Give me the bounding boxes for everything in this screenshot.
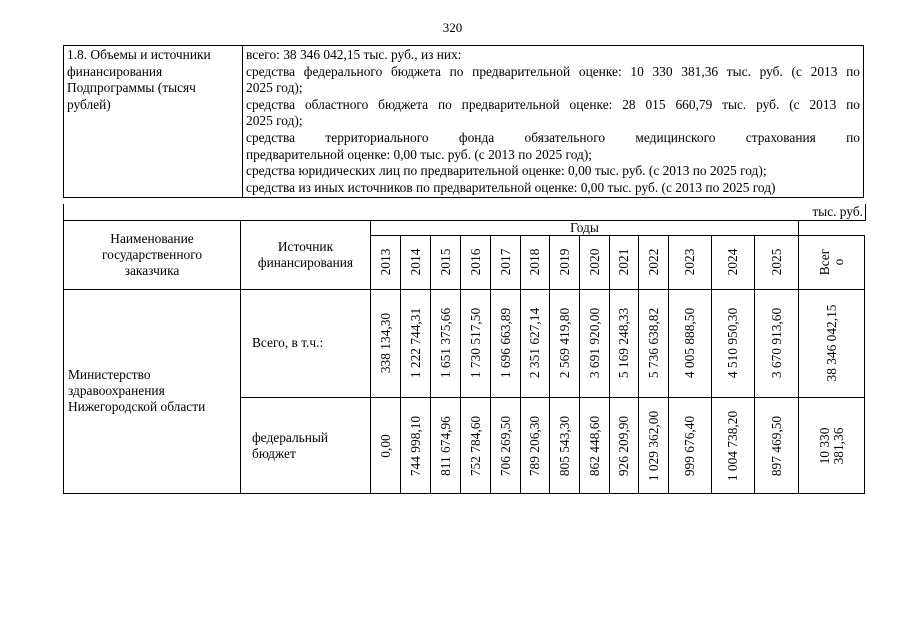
year-header-2021	[610, 236, 639, 289]
year-label: 2016	[467, 248, 483, 276]
value-text: 338 134,30	[377, 313, 393, 374]
value-cell	[461, 289, 491, 398]
value-cell	[712, 398, 755, 494]
source-federal-label	[241, 398, 371, 494]
total-value-cell	[799, 398, 865, 494]
year-label: 2018	[527, 248, 542, 276]
regional-funding-line-cont: 2025 год);	[246, 113, 303, 129]
year-header-2022	[639, 236, 669, 289]
year-header-2023	[669, 236, 712, 289]
value-cell	[669, 398, 712, 494]
year-header-2017	[491, 236, 521, 289]
year-header-2016	[461, 236, 491, 289]
year-header-2018	[521, 236, 550, 289]
value-cell	[491, 289, 521, 398]
year-header-2015	[431, 236, 461, 289]
customer-header-line: заказчика	[124, 262, 180, 278]
year-header-2024	[712, 236, 755, 289]
year-label: 2023	[682, 248, 697, 276]
value-text: 752 784,60	[467, 415, 483, 476]
unit-row	[63, 204, 866, 221]
value-text: 3 670 913,60	[768, 308, 784, 379]
value-text: 0,00	[377, 433, 393, 458]
year-label: 2017	[497, 248, 513, 276]
section-label-line: рублей)	[67, 96, 111, 112]
value-text: 862 448,60	[586, 415, 602, 476]
financing-table	[63, 220, 865, 494]
year-label: 2020	[586, 248, 602, 276]
value-text: 1 029 362,00	[645, 410, 661, 481]
value-text: 2 569 419,80	[556, 308, 572, 379]
value-cell	[550, 289, 580, 398]
total-value-line: 381,36	[830, 427, 846, 465]
year-header-2014	[401, 236, 431, 289]
value-cell	[491, 398, 521, 494]
year-label: 2013	[377, 248, 393, 276]
total-header-label	[818, 249, 846, 275]
value-cell	[431, 289, 461, 398]
source-federal-line: федеральный	[252, 429, 329, 445]
section-label-line: Подпрограммы (тысяч	[67, 80, 196, 96]
year-header-2013	[371, 236, 401, 289]
tfoms-funding-line: средства территориального фонда обязательного медицинского страхования по	[246, 129, 860, 145]
value-text: 5 169 248,33	[616, 308, 631, 379]
source-federal-line: бюджет	[252, 445, 296, 461]
value-cell	[639, 398, 669, 494]
year-header-2019	[550, 236, 580, 289]
value-cell	[755, 289, 799, 398]
year-header-2020	[580, 236, 610, 289]
year-label: 2025	[768, 248, 784, 276]
customer-name-line: Министерство	[68, 367, 151, 383]
year-header-2025	[755, 236, 799, 289]
value-text: 3 691 920,00	[586, 308, 602, 379]
value-cell	[639, 289, 669, 398]
value-text: 1 730 517,50	[467, 308, 483, 379]
value-cell	[610, 289, 639, 398]
tfoms-funding-line-cont: предварительной оценке: 0,00 тыс. руб. (с 2013 по 2025 год);	[246, 146, 592, 162]
value-cell	[461, 398, 491, 494]
unit-label: тыс. руб.	[812, 204, 863, 219]
value-text: 897 469,50	[768, 415, 784, 476]
total-value-text	[818, 427, 846, 464]
value-text: 5 736 638,82	[645, 308, 661, 379]
section-label-line: финансирования	[67, 63, 163, 79]
source-header-line: финансирования	[257, 254, 354, 270]
year-label: 2021	[616, 248, 631, 276]
value-cell	[401, 289, 431, 398]
legal-entities-funding-line: средства юридических лиц по предварительной оценке: 0,00 тыс. руб. (с 2013 по 2025 год);	[246, 163, 767, 179]
value-cell	[521, 398, 550, 494]
funding-total-line: всего: 38 346 042,15 тыс. руб., из них:	[246, 47, 462, 62]
value-text: 744 998,10	[407, 415, 423, 476]
value-text: 789 206,30	[527, 415, 542, 476]
value-cell	[431, 398, 461, 494]
source-header	[241, 221, 371, 290]
source-total-label: Всего, в т.ч.:	[241, 289, 371, 398]
value-cell	[401, 398, 431, 494]
total-header-line: о	[830, 258, 846, 266]
section-label-line: 1.8. Объемы и источники	[67, 47, 211, 62]
years-header: Годы	[371, 221, 799, 236]
value-text: 4 005 888,50	[682, 308, 697, 379]
year-label: 2024	[725, 248, 740, 276]
federal-funding-line: средства федерального бюджета по предварительной оценке: 10 330 381,36 тыс. руб. (с 2013 по	[246, 63, 860, 79]
value-cell	[755, 398, 799, 494]
value-cell	[580, 398, 610, 494]
value-cell	[371, 398, 401, 494]
value-text: 811 674,96	[437, 415, 453, 476]
value-text: 1 696 663,89	[497, 308, 513, 379]
value-cell	[550, 398, 580, 494]
value-cell	[371, 289, 401, 398]
total-value-text: 38 346 042,15	[823, 304, 839, 382]
value-text: 706 269,50	[497, 415, 513, 476]
customer-name-line: здравоохранения	[68, 383, 165, 399]
value-text: 4 510 950,30	[725, 308, 740, 379]
value-cell	[712, 289, 755, 398]
value-text: 1 222 744,31	[407, 308, 423, 379]
total-header-line: Всег	[816, 249, 832, 276]
regional-funding-line: средства областного бюджета по предварительной оценке: 28 015 660,79 тыс. руб. (с 2013 по	[246, 96, 860, 112]
value-text: 2 351 627,14	[527, 308, 542, 379]
total-value-cell	[799, 289, 865, 398]
year-label: 2015	[437, 248, 453, 276]
total-header	[799, 236, 865, 289]
value-text: 926 209,90	[616, 415, 631, 476]
other-sources-funding-line: средства из иных источников по предварительной оценке: 0,00 тыс. руб. (с 2013 по 2025 год)	[246, 179, 776, 195]
section-table	[63, 45, 864, 198]
value-text: 1 651 375,66	[437, 308, 453, 379]
value-cell	[669, 289, 712, 398]
value-text: 1 004 738,20	[725, 410, 740, 481]
customer-header-line: государственного	[101, 246, 203, 262]
total-value-line: 10 330	[816, 427, 832, 465]
federal-funding-line-cont: 2025 год);	[246, 80, 303, 96]
year-label: 2019	[556, 248, 572, 276]
customer-name-line: Нижегородской области	[68, 399, 206, 415]
value-cell	[580, 289, 610, 398]
customer-header	[64, 221, 241, 290]
section-label	[64, 46, 243, 198]
table-row-total	[64, 289, 865, 398]
customer-header-line: Наименование	[110, 230, 194, 246]
value-cell	[610, 398, 639, 494]
page-number: 320	[442, 20, 463, 35]
customer-name	[64, 289, 241, 494]
value-text: 999 676,40	[682, 415, 697, 476]
year-label: 2014	[407, 248, 423, 276]
source-header-line: Источник	[277, 238, 334, 254]
section-content	[243, 46, 864, 198]
value-text: 805 543,30	[556, 415, 572, 476]
value-cell	[521, 289, 550, 398]
year-label: 2022	[645, 248, 661, 276]
